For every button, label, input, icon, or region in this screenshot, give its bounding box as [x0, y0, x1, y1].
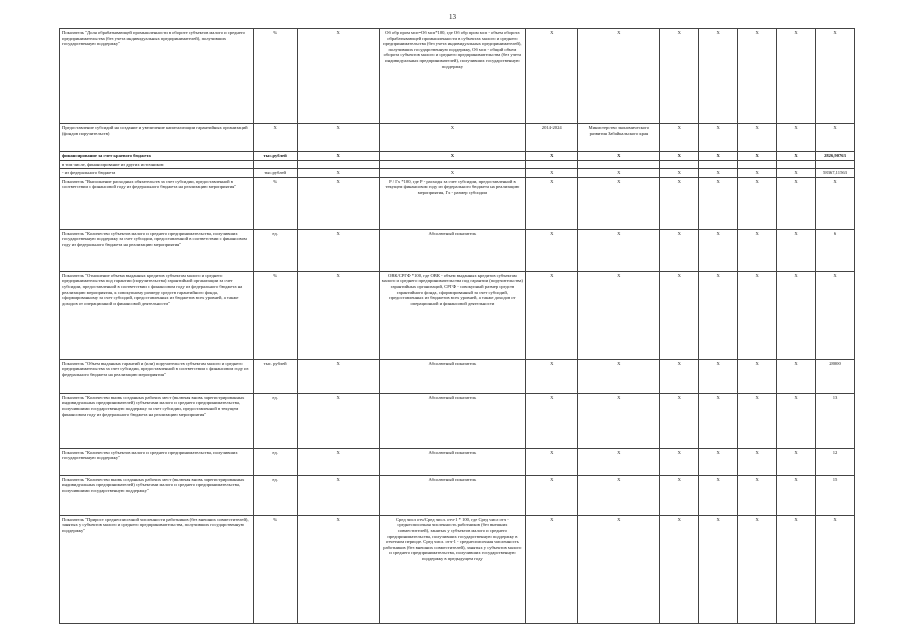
table-cell: Х	[526, 169, 578, 178]
table-cell: %	[253, 29, 297, 124]
table-cell	[777, 160, 816, 169]
table-cell: Х	[699, 229, 738, 271]
table-cell: Х	[660, 359, 699, 393]
table-cell	[660, 160, 699, 169]
table-cell: Х	[379, 124, 526, 152]
table-cell: Х	[578, 229, 660, 271]
table-cell: Х	[699, 448, 738, 475]
table-cell: ОВК/СРГФ *100, где ОВК - объем выданных кредитов субъектам малого и среднего предпринимательства под гарантии (поручительства) гарантийных организаций, СРГФ - совокупный размер средств гарантийного фонда, сформированный за счет субсидий, предоставленных из бюджетов всех уровней, а также доходов от операционной и финансовой деятельности	[379, 271, 526, 359]
table-row	[60, 229, 855, 271]
table-cell: Х	[699, 359, 738, 393]
table-row	[60, 169, 855, 178]
table-cell	[738, 160, 777, 169]
table-cell: Абсолютный показатель	[379, 448, 526, 475]
table-cell: Х	[297, 393, 379, 448]
table-cell: Х	[526, 475, 578, 515]
table-cell: Х	[660, 393, 699, 448]
table-cell: Х	[738, 177, 777, 229]
table-cell: Х	[699, 152, 738, 161]
row-description-cell: Показатель "Выполнение расходных обязательств за счет субсидии, предоставленной в соответствии с финансовой году из федерального бюджета на реализацию мероприятия"	[60, 177, 254, 229]
table-cell: Х	[699, 475, 738, 515]
table-cell: Х	[297, 359, 379, 393]
table-cell: Х	[578, 515, 660, 623]
table-cell: Министерство экономического развития Забайкальского края	[578, 124, 660, 152]
program-indicators-table	[59, 28, 855, 624]
table-cell: Х	[699, 124, 738, 152]
table-cell: 6	[816, 229, 855, 271]
table-cell: 15	[816, 475, 855, 515]
table-cell: Х	[699, 393, 738, 448]
table-cell: 13	[816, 393, 855, 448]
table-cell: Абсолютный показатель	[379, 393, 526, 448]
table-cell: Х	[777, 271, 816, 359]
table-cell: Х	[660, 169, 699, 178]
table-cell: Х	[578, 177, 660, 229]
row-description-cell: Показатель "Количество вновь созданных рабочих мест (включая вновь зарегистрированных индивидуальных предпринимателей) субъектами малого и среднего предпринимательства, получившими государственную поддержку за счет субсидии, предоставленной в текущем финансовом году из федерального бюджета на реализацию мероприятия"	[60, 393, 254, 448]
table-row	[60, 124, 855, 152]
table-cell: Х	[777, 359, 816, 393]
table-cell: Х	[578, 448, 660, 475]
table-cell: ед.	[253, 475, 297, 515]
table-cell: Х	[297, 271, 379, 359]
table-cell: тыс.рублей	[253, 169, 297, 178]
table-cell: Об обр пром мсп=Об мсп*100, где Об обр пром мсп - объем оборота обрабатывающей промышленности в субъектах малого и среднего предпринимательства (без учета индивидуальных предпринимателей), получивших государственную поддержку, Об мсп - общий объем оборота субъектов малого и среднего предпринимательства (без учета индивидуальных предпринимателей), получивших государственную поддержку	[379, 29, 526, 124]
table-cell: Х	[738, 124, 777, 152]
table-cell: Х	[660, 177, 699, 229]
table-cell: Х	[660, 515, 699, 623]
table-cell: Х	[526, 177, 578, 229]
row-description-cell: Показатель "Объем выданных гарантий и (или) поручительств субъектам малого и среднего предпринимательства за счет субсидии, предоставленной в соответствии с финансовом году из федерального бюджета на реализацию мероприятия"	[60, 359, 254, 393]
table-cell: Х	[777, 124, 816, 152]
table-cell: Х	[660, 448, 699, 475]
table-cell: Х	[777, 393, 816, 448]
table-cell: Х	[777, 475, 816, 515]
table-cell: Х	[699, 271, 738, 359]
table-row	[60, 359, 855, 393]
table-cell: Х	[526, 29, 578, 124]
table-cell: Х	[526, 515, 578, 623]
table-cell	[253, 160, 297, 169]
table-cell: ед.	[253, 393, 297, 448]
table-cell: Х	[660, 229, 699, 271]
table-cell: Х	[253, 124, 297, 152]
table-cell: ед.	[253, 229, 297, 271]
table-cell: Х	[738, 515, 777, 623]
row-description-cell: Показатель "Доля обрабатывающей промышленности в обороте субъектов малого и среднего предпринимательства (без учета индивидуальных предпринимателей), получивших государственную поддержку"	[60, 29, 254, 124]
table-cell: 28000	[816, 359, 855, 393]
table-row	[60, 393, 855, 448]
table-row	[60, 515, 855, 623]
table-cell: Х	[526, 448, 578, 475]
table-cell: Х	[738, 29, 777, 124]
table-cell: Х	[738, 152, 777, 161]
row-description-cell: - из федерального бюджета	[60, 169, 254, 178]
table-cell: тыс.рублей	[253, 152, 297, 161]
table-cell: Абсолютный показатель	[379, 229, 526, 271]
table-cell: Х	[738, 393, 777, 448]
table-cell: Х	[660, 29, 699, 124]
table-cell: Х	[777, 177, 816, 229]
table-cell: Х	[660, 271, 699, 359]
table-cell: Х	[738, 169, 777, 178]
table-cell: Х	[816, 29, 855, 124]
table-cell: Х	[578, 169, 660, 178]
table-cell: Х	[816, 177, 855, 229]
table-cell: Х	[526, 271, 578, 359]
table-cell: Х	[699, 177, 738, 229]
table-cell: Х	[297, 475, 379, 515]
table-cell: Х	[526, 359, 578, 393]
table-cell: Х	[578, 271, 660, 359]
row-description-cell: Показатель "Количество субъектов малого и среднего предпринимательства, получивших государственную поддержку"	[60, 448, 254, 475]
table-cell	[816, 160, 855, 169]
table-cell	[699, 160, 738, 169]
table-cell: Х	[777, 152, 816, 161]
table-cell: Х	[578, 29, 660, 124]
table-cell: Х	[297, 448, 379, 475]
table-row	[60, 29, 855, 124]
table-cell: Х	[816, 124, 855, 152]
row-description-cell: Показатель "Отношение объема выданных кредитов субъектам малого и среднего предпринимательства под гарантии (поручительства) гарантийной организации за счет субсидии, предоставленной в соответствии с финансовом году из федерального бюджета на реализацию мероприятия, к совокупному размеру средств гарантийного фонда, сформированному за счет субсидий, предоставленных из бюджетов всех уровней, а также доходов от операционной и финансовой деятельности"	[60, 271, 254, 359]
table-cell: Х	[777, 29, 816, 124]
row-description-cell: финансирование за счет краевого бюджета	[60, 152, 254, 161]
table-cell: %	[253, 515, 297, 623]
table-cell: Х	[738, 229, 777, 271]
table-cell: Х	[816, 515, 855, 623]
table-cell: Х	[777, 448, 816, 475]
table-cell: Х	[816, 271, 855, 359]
table-cell: Х	[578, 393, 660, 448]
table-row	[60, 160, 855, 169]
table-row	[60, 271, 855, 359]
table-cell	[526, 160, 578, 169]
table-cell: тыс. рублей	[253, 359, 297, 393]
table-cell: 2014-2024	[526, 124, 578, 152]
table-cell: 12	[816, 448, 855, 475]
table-cell: Х	[526, 152, 578, 161]
table-cell: Абсолютный показатель	[379, 475, 526, 515]
table-cell: Х	[578, 152, 660, 161]
table-cell: Х	[526, 393, 578, 448]
table-cell: %	[253, 177, 297, 229]
table-cell: Х	[297, 229, 379, 271]
row-description-cell: в том числе, финансирование из других источников:	[60, 160, 254, 169]
table-cell: Х	[578, 359, 660, 393]
table-cell: Х	[297, 124, 379, 152]
row-description-cell: Показатель "Количество вновь созданных рабочих мест (включая вновь зарегистрированных индивидуальных предпринимателей) субъектами малого и среднего предпринимательства, получившими государственную поддержку"	[60, 475, 254, 515]
table-cell: ед.	[253, 448, 297, 475]
table-row	[60, 475, 855, 515]
table-cell: Р / Гх *100, где Р - расходы за счет субсидии, предоставленной в текущем финансовом году из федерального бюджета на реализацию мероприятия, Гх - размер субсидии	[379, 177, 526, 229]
table-cell: 2826,90763	[816, 152, 855, 161]
table-cell: Х	[777, 169, 816, 178]
table-row	[60, 152, 855, 161]
table-cell: Х	[777, 229, 816, 271]
page-number: 13	[449, 13, 456, 21]
table-cell	[578, 160, 660, 169]
table-cell: Х	[699, 169, 738, 178]
table-row	[60, 448, 855, 475]
table-cell: Х	[297, 152, 379, 161]
table-cell: Абсолютный показатель	[379, 359, 526, 393]
table-cell: 58367,11563	[816, 169, 855, 178]
row-description-cell: Предоставление субсидий на создание и увеличение капитализации гарантийных организаций (фондов поручительств)	[60, 124, 254, 152]
table-cell: Х	[297, 515, 379, 623]
table-cell: Х	[738, 359, 777, 393]
table-cell: Х	[297, 169, 379, 178]
table-cell: Х	[297, 29, 379, 124]
table-cell: Х	[379, 169, 526, 178]
table-cell	[297, 160, 379, 169]
table-cell: Х	[738, 271, 777, 359]
table-cell: Х	[297, 177, 379, 229]
table-cell: Х	[738, 475, 777, 515]
table-cell: Х	[738, 448, 777, 475]
table-cell: Х	[578, 475, 660, 515]
table-cell: Сред числ отч/Сред числ. отч-1 * 100, где Сред числ отч - среднесписочная численность работников (без внешних совместителей), занятых у субъектов малого и среднего предпринимательства, получивших государственную поддержку в отчетном периоде. Сред числ. отч-1 - среднесписочная численность работников (без внешних совместителей), занятых у субъектов малого и среднего предпринимательства, получивших государственную поддержку в предыдущем году	[379, 515, 526, 623]
table-cell: Х	[660, 475, 699, 515]
table-cell: Х	[660, 124, 699, 152]
row-description-cell: Показатель "Прирост среднесписочной численности работников (без внешних совместителей), занятых у субъектов малого и среднего предпринимательства, получивших государственную поддержку"	[60, 515, 254, 623]
table-cell: Х	[699, 515, 738, 623]
table-cell: Х	[379, 152, 526, 161]
table-cell: Х	[699, 29, 738, 124]
table-cell: Х	[777, 515, 816, 623]
table-cell: Х	[526, 229, 578, 271]
table-cell: Х	[660, 152, 699, 161]
table-row	[60, 177, 855, 229]
row-description-cell: Показатель "Количество субъектов малого и среднего предпринимательства, получивших государственную поддержку за счет субсидии, предоставленной в соответствии с финансовом году из федерального бюджета на реализацию мероприятия"	[60, 229, 254, 271]
table-cell	[379, 160, 526, 169]
table-cell: %	[253, 271, 297, 359]
